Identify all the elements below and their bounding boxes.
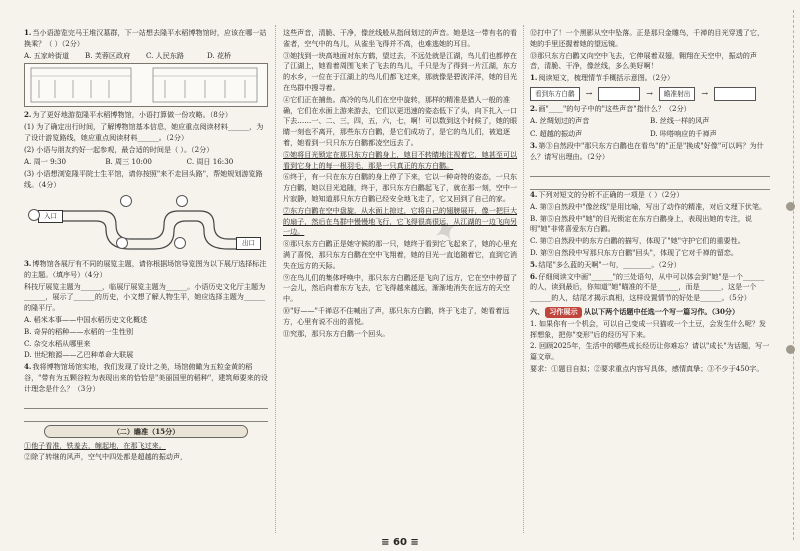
reading-question-2: 2.画"____"的句子中的"这些声音"指什么？（2分） (530, 103, 691, 113)
passage-para-2-cont: 这些声音，清脆、干净，像丝线般从指间划过的声音。她是这一带有名的看雀者，空气中的鸟儿，从雀坐飞得并不高，也难逃她的耳目。 (283, 28, 518, 48)
passage-para-9: ⑨在鸟儿们的集体呼唤中，那只东方白鹳还是飞向了远方，它在空中停留了一会儿，然后向着东方飞去，它飞得越来越远，渐渐地消失在远方的天空中。 (283, 272, 518, 304)
location-pin-icon (176, 195, 188, 207)
location-pin-icon (28, 209, 40, 221)
answer-line[interactable] (24, 396, 268, 409)
reading-question-4: 4.下列对短文的分析不正确的一项是（ ）（2分） (530, 189, 684, 199)
binding-hole (786, 345, 795, 354)
passage-para-6: ⑥终于，有一只在东方白鹳的身上停了下来，它以一种奇特的姿态，一只东方白鹳，她以目光追随，终于，那只东方白鹳起飞了，就在那一刻，空中一片寂静，她知道那只东方白鹳已经安全地飞走了，它又回到了自己的家。 (283, 172, 518, 203)
question-4: 4.我将博物馆场馆实地，我们发现了设计之美，场馆俯瞰为五粒金黄的稻谷，"带有为五颗谷粒为表现出来的恰恰是"美丽国里的稻种"，建筑师要来的设计理念是什么？（3分） (24, 362, 268, 393)
plot-flowchart (530, 87, 770, 101)
passage-para-3: ③她找到一块高地面对东方鹤，望过去，不远处就是江湖，鸟儿们也都停在了江湖上，她看着周围飞来了飞去的鸟儿，千只是为了得到一片江湖，东方的水乡，一位在于江湖上的鸟儿们都飞过来，那就像是碧波洋洋，她的目光在鸟群中搜寻着。 (283, 50, 518, 92)
passage-para-2: ②除了转继的风声，空气中四处都是超越的振动声， (24, 452, 188, 462)
writing-topic-1: 1. 如果你有一个机会，可以自己变成一只猫或一个土豆，会发生什么呢？发挥想象，把你"变形"后的经历写下来。 (530, 318, 767, 339)
arrow-right-icon: → (585, 88, 593, 98)
location-pin-icon (174, 237, 186, 249)
column-right (530, 28, 770, 376)
reading-question-6: 6.仔细阅读文中画"______"的三处语句，从中可以体会到"她"是一个______的人，读到最后，你知道"她"瞄准的不是______，而是______，这是一个______的人，结尾才揭示真相，这样设置情节的好处是______。（5分） (530, 271, 765, 303)
option-c[interactable]: C. 第⑦自然段中的东方白鹳的描写，体现了"她"守护它们的重要性。 (530, 236, 745, 246)
binding-hole (786, 202, 795, 211)
arrow-right-icon: → (701, 88, 709, 98)
route-diagram (24, 193, 268, 255)
theme-c: C. 杂交水稻从哪里来 (24, 338, 91, 348)
metro-map-figure (24, 63, 268, 107)
question-2-2: (2) 小语与朋友约好一起参观，最合适的时间是（ ）。（2分） (24, 144, 214, 154)
flow-box-3: 瞻准射出 (659, 87, 695, 101)
option-a[interactable]: A. 丝绸划过的声音 (530, 115, 590, 125)
option-d[interactable]: D. 花桥 (207, 50, 232, 60)
flow-box-1: 看到东方白鹳 (530, 87, 580, 101)
reading-question-2-options-row-1 (530, 116, 770, 127)
question-2: 2.为了更好地游览隆平水稻博物馆，小语打算做一份攻略。（8分） (24, 110, 232, 120)
passage-para-10: ⑩"好——"千禅忍不住喊出了声，那只东方白鹳，终于飞走了，她看着远方，心里有说不出的喜悦。 (283, 305, 510, 326)
location-pin-icon (120, 195, 132, 207)
option-b[interactable]: B. 第⑤自然段中"她"的目光锁定在东方白鹳身上，表现出她的专注，说明"她"非常喜爱东方白鹳。 (530, 213, 752, 234)
exit-label: 出口 (236, 237, 261, 250)
section-title: （二）瞻准（15分） (44, 425, 248, 438)
option-b[interactable]: B. 周三 10:00 (105, 156, 152, 166)
route-path (24, 193, 268, 255)
column-divider-1 (275, 25, 276, 533)
column-left (24, 28, 268, 464)
arrow-right-icon: → (646, 88, 653, 98)
question-1-options (24, 51, 268, 62)
option-d[interactable]: D. 咔嗒响应的千禅声 (650, 128, 717, 138)
writing-topic-2: 2. 回顾2025年，生活中的哪些成长经历让你难忘？请以"成长"为话题，写一篇文章。 (530, 341, 770, 362)
flow-box-blank[interactable] (714, 87, 756, 101)
passage-para-8: ⑧那只东方白鹳正是她守候的那一只，她终于看到它飞起来了，她的心里充满了喜悦，那只东方白鹳在空中飞翔着，她的目光一直追随着它，直到它消失在远方的天际。 (283, 239, 518, 270)
passage-para-11: ⑪究那，那只东方白鹳一个回头。 (283, 328, 390, 338)
reading-question-5: 5.结尾"多么蓝的天啊"一句，________。（2分） (530, 259, 681, 269)
option-c[interactable]: C. 人民东路 (146, 50, 185, 60)
option-a[interactable]: A. 第③自然段中"像丝线"是用比喻，写出了动作的精准，对后文埋下伏笔。 (530, 201, 767, 211)
flow-box-blank[interactable] (598, 87, 640, 101)
option-c[interactable]: C. 周日 16:30 (186, 156, 234, 166)
option-a[interactable]: A. 五家岭街道 (24, 50, 70, 60)
option-d[interactable]: D. 第⑨自然段中写那只东方白鹳"回头"，体现了它对千禅的留恋。 (530, 247, 738, 257)
question-2-3: (3) 小语想浏览隆平院士生平馆，请你按照"来不走回头路"，帮她规划游览路线。（4分） (24, 169, 263, 190)
reading-question-3: 3.第③自然段中"那只东方白鹳也在看鸟"的"正是"换成"好像"可以吗？为什么？请写出理由。（2分） (530, 141, 764, 162)
option-b[interactable]: B. 芙蓉区政府 (85, 50, 131, 60)
passage-para-12: ⑫打中了！一个黑影从空中坠落。正是那只金雕鸟，千禅的目光穿透了它，她的手里还握着她的望远镜。 (530, 28, 765, 48)
question-2-2-options (24, 157, 268, 168)
answer-line[interactable] (530, 164, 770, 177)
option-c[interactable]: C. 超越的振动声 (530, 128, 583, 138)
page-number: ≡ 60 ≡ (381, 537, 419, 548)
passage-para-5: ⑤她将目光锁定在那只东方白鹳身上，她目不转睛地注视着它，她甚至可以看到它身上的每一根羽毛，那是一只真正的东方白鹳。 (283, 149, 518, 170)
entrance-label: 入口 (38, 210, 63, 223)
theme-b: B. 奇异的稻种——水稻的一生性别 (24, 326, 134, 336)
question-1: 1.当小语游览完马王堆汉墓群，下一站想去隆平水稻博物馆时，应该在哪一站换乘？（ ）（2分） (24, 28, 267, 48)
theme-d: D. 世纪粮源——乙巴种革命大联展 (24, 350, 134, 360)
metro-lines-diagram (25, 64, 267, 106)
passage-para-7: ⑦东方白鹳在空中盘旋，从水面上掠过，它将自己的翅膀展开，像一把巨大的扇子，然后在鸟群中慢慢地飞行，它飞得很高很远，从江湖的一边飞向另一边。 (283, 205, 518, 237)
watermark-icon: ✦ (429, 213, 463, 251)
writing-requirements: 要求：①题目自拟；②要求重点内容写具体，感情真挚；③不少于450字。 (530, 363, 764, 373)
column-divider-2 (523, 25, 524, 533)
right-margin-rule (788, 10, 794, 540)
reading-question-1: 1.阅读短文，梳理情节手概括示意图。（2分） (530, 73, 675, 83)
passage-para-13: ⑬那只东方白鹳又向空中飞去，它伸展着双翅，翱翔在天空中，振动的声音，清脆、干净，像丝线，多么美好啊！ (530, 50, 757, 71)
question-2-1: (1) 为了确定出行时间，了解博物馆基本信息，她应重点阅读材料______，为了设计游览路线，她应重点阅读材料______。（2分） (24, 122, 264, 142)
answer-line[interactable] (24, 409, 268, 422)
reading-question-2-options-row-2 (530, 129, 770, 140)
location-pin-icon (116, 237, 128, 249)
column-middle (283, 28, 518, 340)
theme-a: A. 稻米本事——中国水稻历史文化概述 (24, 314, 148, 324)
question-3: 3.博物馆各展厅有不同的展览主题，请你根据场馆导览图为以下展厅选择标注的主题。（填序号）（4分） (24, 258, 267, 279)
passage-para-4: ④它们正在捕鱼。高冷的鸟儿们在空中旋转，那样的精准是猎人一般的准确，它们在水面上游来游去，它们以更迅速的姿态低下了头，向下扎入一口下去……一、二、三，四，五，六，七，啊！可以数到这个时候了，她的眼睛一刻也不离开，那些东方白鹳，是它们成功了，是它的鸟儿们，被追逐着，她看到一只只东方白鹳都凌空远去了。 (283, 94, 518, 147)
option-a[interactable]: A. 周一 9:30 (24, 156, 67, 166)
answer-line[interactable] (530, 177, 770, 190)
option-b[interactable]: B. 丝线一样的风声 (650, 115, 710, 125)
writing-tag-badge: 习作展示 (545, 307, 581, 318)
question-3-body: 科技厅展览主题为______，临展厅展览主题为______。小语历史文化厅主题为______，展示了______的历史，小文想了解人物生平，她应选择主题为______的隆平厅。 (24, 281, 266, 313)
writing-section-header: 六、 习作展示 从以下两个话题中任选一个写一篇习作。（30分） (530, 306, 740, 316)
passage-para-1: ①他子看准，铁羞去，缠起地，在那飞过来。 (24, 440, 166, 450)
